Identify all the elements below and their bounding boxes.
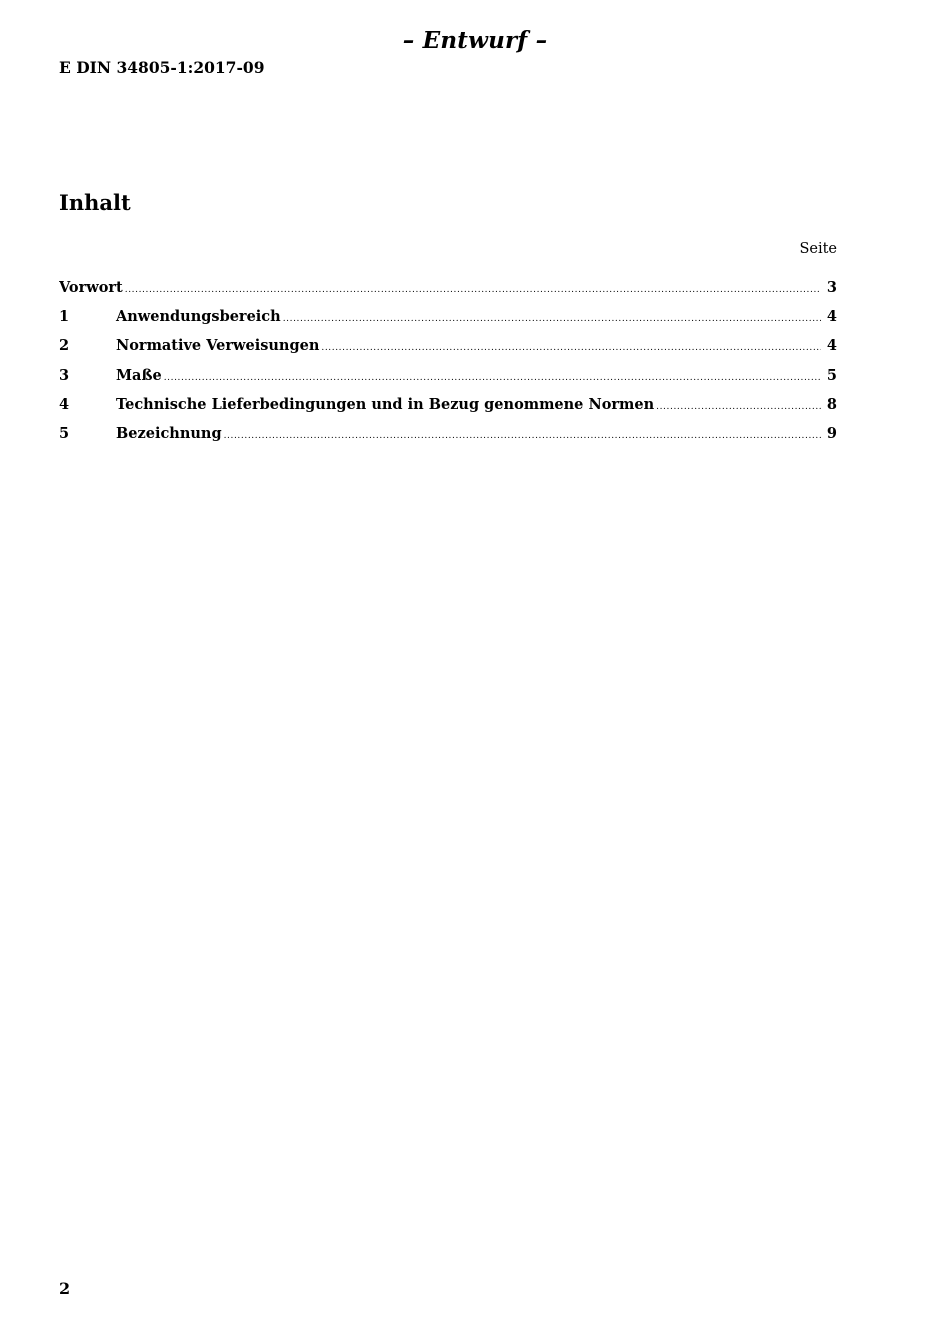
toc-entry-3[interactable] [59,367,837,396]
toc-dot-leader [125,285,821,295]
table-of-contents [59,279,837,454]
toc-entry-5[interactable] [59,425,837,454]
toc-entry-title: Bezeichnung [116,424,222,442]
toc-entry-2[interactable] [59,337,837,366]
page-number: 2 [59,1279,71,1298]
toc-dot-leader [164,373,821,383]
toc-entry-number: 1 [59,308,70,326]
toc-dot-leader [224,431,821,441]
toc-entry-page: 8 [826,395,837,413]
toc-entry-page: 4 [826,308,837,326]
toc-entry-title: Vorwort [59,279,123,296]
toc-entry-title: Anwendungsbereich [116,308,281,326]
toc-dot-leader [321,343,821,353]
toc-entry-page: 4 [826,337,837,355]
toc-entry-page: 3 [826,279,837,296]
toc-entry-number: 2 [59,337,70,355]
draft-title: – Entwurf – [402,27,548,54]
toc-entry-4[interactable] [59,396,837,425]
toc-entry-page: 5 [826,366,837,384]
toc-entry-number: 4 [59,395,70,413]
toc-heading: Inhalt [59,190,131,215]
toc-dot-leader [656,402,821,412]
toc-entry-1[interactable] [59,308,837,337]
toc-entry-page: 9 [826,424,837,442]
toc-entry-vorwort[interactable] [59,279,837,308]
toc-page-column-label: Seite [799,241,837,257]
toc-entry-number: 3 [59,366,70,384]
toc-entry-title: Technische Lieferbedingungen und in Bezug genommene Normen [116,395,655,413]
toc-entry-title: Maße [116,366,162,384]
document-id: E DIN 34805-1:2017-09 [59,58,265,77]
toc-entry-number: 5 [59,424,70,442]
toc-dot-leader [283,314,821,324]
toc-entry-title: Normative Verweisungen [116,337,320,355]
